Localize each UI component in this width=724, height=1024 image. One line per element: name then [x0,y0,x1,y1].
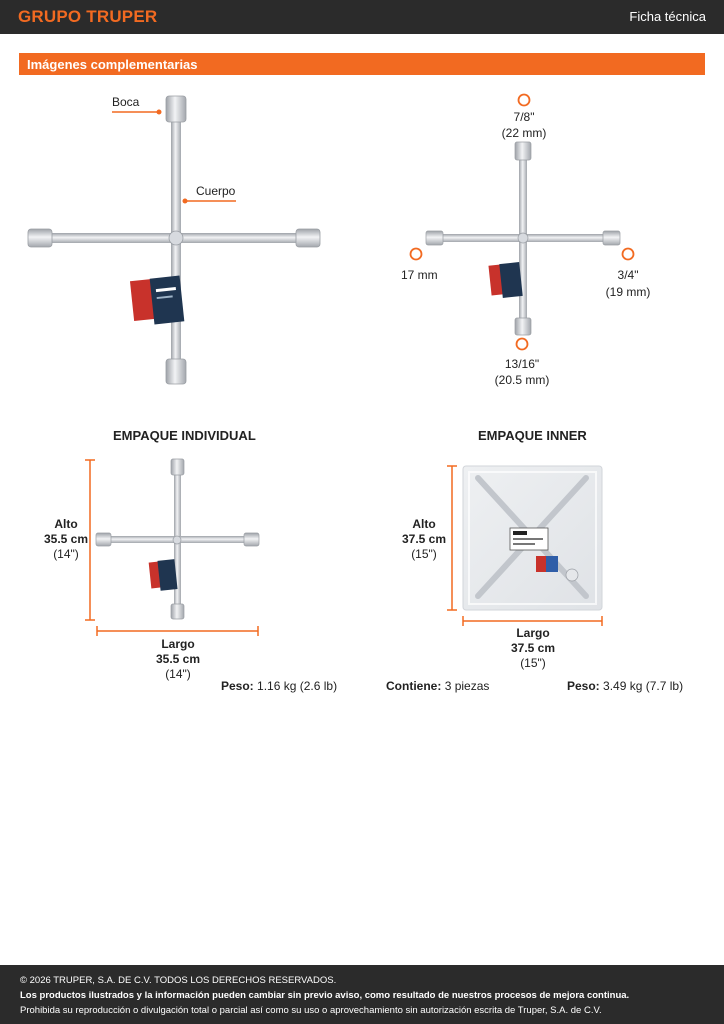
inner-largo-in: (15") [520,656,546,670]
footer [0,965,724,1024]
size-left-main: 17 mm [401,268,438,282]
inner-peso-value: 3.49 kg (7.7 lb) [603,679,684,693]
individual-largo-label: Largo [161,637,195,651]
inner-package-bag [463,466,602,610]
size-top-main: 7/8" [513,110,535,124]
size-marker-right [623,249,634,260]
individual-peso-value: 1.16 kg (2.6 lb) [257,679,338,693]
individual-alto-label: Alto [54,517,78,531]
inner-contiene-label: Contiene: [386,679,442,693]
footer-copyright: © 2026 TRUPER, S.A. DE C.V. TODOS LOS DERECHOS RESERVADOS. [20,975,337,986]
inner-width-dimension [463,616,602,626]
inner-peso-label: Peso: [567,679,600,693]
individual-weight [221,679,337,693]
inner-weight [567,679,683,693]
brand-logo: GRUPO TRUPER [18,7,158,26]
inner-contents [386,679,489,693]
document-type: Ficha técnica [629,9,706,24]
inner-largo-label: Largo [516,626,550,640]
individual-largo-in: (14") [165,667,191,681]
inner-alto-in: (15") [411,547,437,561]
individual-alto-in: (14") [53,547,79,561]
size-marker-top [519,95,530,106]
size-marker-left [411,249,422,260]
footer-notice: Los productos ilustrados y la información pueden cambiar sin previo aviso, como resultado de nuestros procesos de mejora continua. [20,990,630,1001]
footer-prohibition: Prohibida su reproducción o divulgación total o parcial así como su uso o aprovechamiento sin autorización escrita de Truper, S.A. de C.V. [20,1005,602,1016]
inner-heading: EMPAQUE INNER [478,428,587,443]
individual-heading: EMPAQUE INDIVIDUAL [113,428,256,443]
label-boca: Boca [112,95,140,109]
inner-alto-label: Alto [412,517,436,531]
size-bottom-sub: (20.5 mm) [494,373,550,387]
section-title: Imágenes complementarias [27,57,198,72]
size-right-main: 3/4" [617,268,639,282]
inner-contiene-value: 3 piezas [444,679,490,693]
label-cuerpo: Cuerpo [196,184,236,198]
cross-wrench-sizes [426,142,620,335]
individual-width-dimension [97,626,258,636]
size-bottom-main: 13/16" [504,357,540,371]
size-right-sub: (19 mm) [605,285,651,299]
cross-wrench-individual [96,459,259,619]
size-top-sub: (22 mm) [501,126,547,140]
cross-wrench-main [28,96,320,384]
individual-largo-cm: 35.5 cm [155,652,201,666]
inner-largo-cm: 37.5 cm [510,641,556,655]
product-tag-large [130,276,184,325]
individual-peso-label: Peso: [221,679,254,693]
size-marker-bottom [517,339,528,350]
inner-alto-cm: 37.5 cm [401,532,447,546]
individual-alto-cm: 35.5 cm [43,532,89,546]
